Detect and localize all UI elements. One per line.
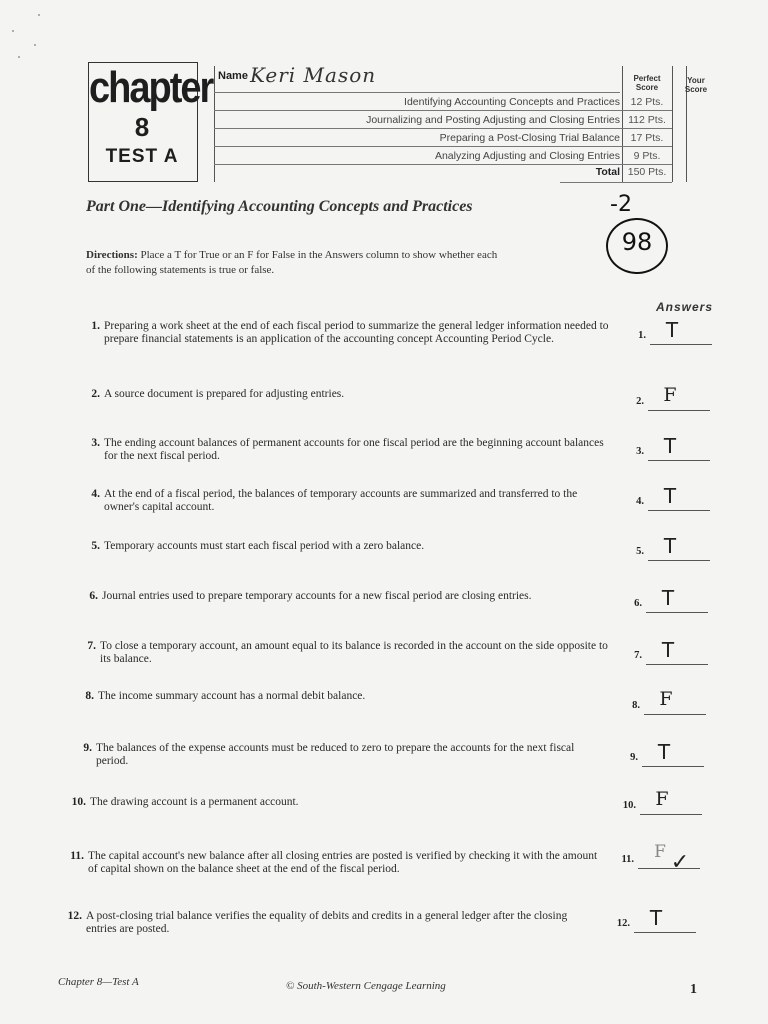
question-text: The capital account's new balance after all closing entries are posted is verified by checking it with the amount of capital shown on the balance sheet at the end of the fiscal period. [88,850,598,875]
scan-speck [38,14,40,16]
handwritten-answer: T [663,534,677,558]
question-number: 8. [85,690,94,702]
part-label: Journalizing and Posting Adjusting and Closing Entries [366,114,620,126]
answer-blank[interactable] [644,714,706,715]
question-text: The income summary account has a normal debit balance. [98,690,366,702]
total-points: 150 Pts. [627,166,667,178]
handwritten-answer: F [659,688,673,710]
total-label: Total [595,166,620,178]
question-number: 2. [91,388,100,400]
footer-copyright: © South-Western Cengage Learning [286,980,446,992]
scan-speck [18,56,20,58]
question-number: 5. [91,540,100,552]
question-text: At the end of a fiscal period, the balances of temporary accounts are summarized and transferred to the owner's capital account. [104,488,578,513]
answer-blank[interactable] [642,766,704,767]
scan-speck [34,44,36,46]
part-label: Identifying Accounting Concepts and Practices [404,96,620,108]
question-text: To close a temporary account, an amount equal to its balance is recorded in the account on the side opposite to its balance. [100,640,608,665]
answer-blank[interactable] [640,814,702,815]
question-number: 9. [83,742,92,754]
page-number: 1 [690,982,697,997]
footer-chapter: Chapter 8—Test A [58,976,139,988]
answer-number: 3. [636,446,644,457]
answer-blank[interactable] [648,460,710,461]
name-label: Name [218,70,248,82]
question-text: Temporary accounts must start each fiscal period with a zero balance. [104,540,425,552]
directions-label: Directions: [86,249,138,261]
handwritten-answer: T [657,740,671,764]
deduction-mark: -2 [610,192,632,217]
answer-blank[interactable] [648,410,710,411]
question-text: The drawing account is a permanent account. [90,796,299,808]
question-number: 1. [91,320,100,332]
handwritten-answer: T [649,906,663,930]
handwritten-answer: T [663,484,677,508]
question-number: 3. [91,437,100,449]
question-text: Journal entries used to prepare temporary accounts for a new fiscal period are closing entries. [102,590,532,602]
part-points: 9 Pts. [633,150,661,162]
directions [86,248,506,278]
question-number: 7. [87,640,96,652]
part-points: 17 Pts. [630,132,664,144]
answer-blank[interactable] [650,344,712,345]
answer-number: 6. [634,598,642,609]
wrong-mark-icon: ✓ [670,850,690,875]
answer-blank[interactable] [646,664,708,665]
answer-number: 9. [630,752,638,763]
question-number: 4. [91,488,100,500]
question-number: 6. [89,590,98,602]
answer-blank[interactable] [646,612,708,613]
answer-number: 8. [632,700,640,711]
handwritten-answer: T [665,318,679,342]
chapter-word: chapter [89,64,213,113]
answer-number: 2. [636,396,644,407]
answer-blank[interactable] [634,932,696,933]
answer-number: 11. [621,854,634,865]
answer-number: 10. [622,800,636,811]
question-number: 10. [71,796,86,808]
question-text: The ending account balances of permanent accounts for one fiscal period are the beginning account balances for the next fiscal period. [104,437,604,462]
part-points: 12 Pts. [630,96,664,108]
perfect-score-head: Perfect Score [633,74,661,92]
handwritten-answer: F [654,842,666,862]
question-number: 11. [70,850,84,862]
test-label: TEST A [105,146,179,167]
answer-number: 12. [616,918,630,929]
question-text: Preparing a work sheet at the end of each fiscal period to summarize the general ledger information needed to prepare financial statements is an application of the accounting concept Accounting Period Cycle. [104,320,609,345]
part-label: Preparing a Post-Closing Trial Balance [439,132,620,144]
scan-speck [12,30,14,32]
chapter-number: 8 [134,112,150,142]
question-text: The balances of the expense accounts must be reduced to zero to prepare the accounts for the next fiscal period. [96,742,575,767]
handwritten-answer: F [663,384,677,406]
question-text: A source document is prepared for adjusting entries. [104,388,345,400]
directions-text: Place a T for True or an F for False in the Answers column to show whether each of the following statements is true or false. [86,249,498,276]
answer-number: 4. [636,496,644,507]
answer-blank[interactable] [648,510,710,511]
student-name: Keri Mason [250,63,377,87]
answer-number: 5. [636,546,644,557]
question-number: 12. [67,910,82,922]
answers-column-head: Answers [656,300,714,314]
handwritten-answer: F [655,788,669,810]
handwritten-answer: T [661,638,675,662]
score-value: 98 [621,228,653,256]
your-score-head: Your Score [684,76,708,94]
part-one-title: Part One—Identifying Accounting Concepts and Practices [86,198,473,215]
part-label: Analyzing Adjusting and Closing Entries [434,150,620,162]
question-text: A post-closing trial balance verifies the equality of debits and credits in a general ledger after the closing entries are posted. [86,910,568,935]
answer-blank[interactable] [648,560,710,561]
handwritten-answer: T [661,586,675,610]
answer-number: 1. [638,330,646,341]
part-points: 112 Pts. [628,114,666,126]
answer-number: 7. [634,650,642,661]
handwritten-answer: T [663,434,677,458]
